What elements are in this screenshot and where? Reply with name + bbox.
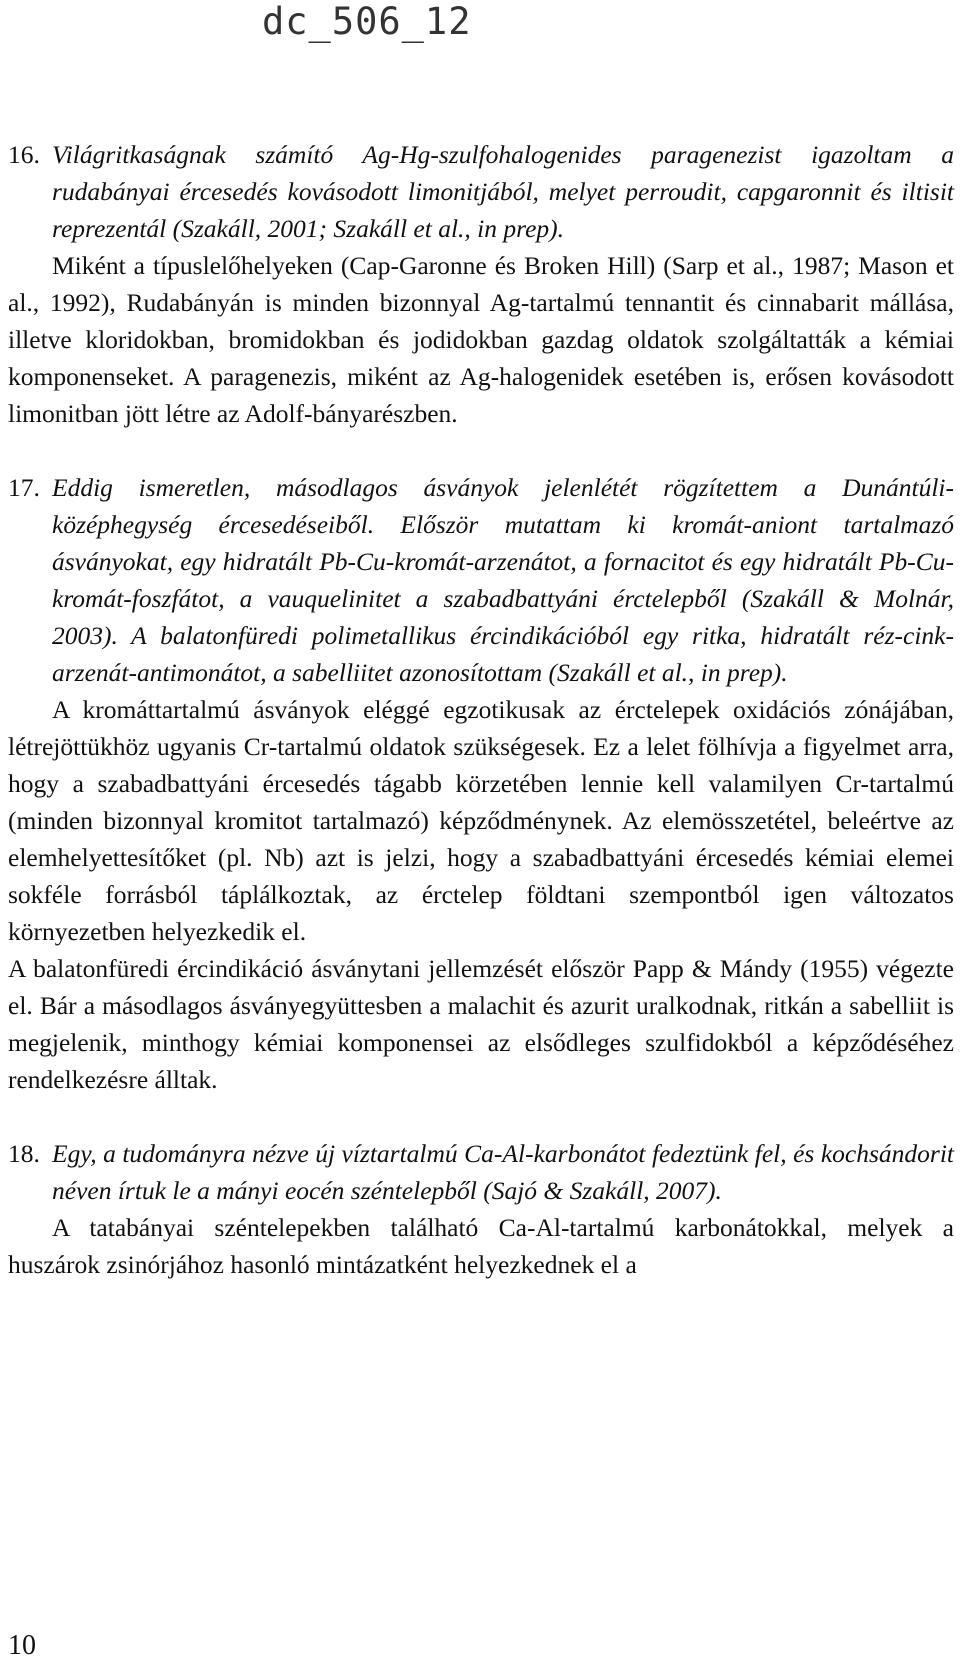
item-statement: Eddig ismeretlen, másodlagos ásványok jelenlétét rögzítettem a Dunántúli-középhegység ércesedéseiből. Először mutattam ki kromát-aniont tartalmazó ásványokat, egy hidratált Pb-Cu-kromát-arzenátot, a fornacitot és egy hidratált Pb-Cu-kromát-foszfátot, a vauquelinitet a szabadbattyáni érctelepből (Szakáll & Molnár, 2003). A balatonfüredi polimetallikus ércindikációból egy ritka, hidratált réz-cink-arzenát-antimonátot, a sabelliitet azonosítottam (Szakáll et al., in prep). (52, 473, 954, 687)
item-statement: Világritkaságnak számító Ag-Hg-szulfohalogenides paragenezist igazoltam a rudabányai ércesedés kovásodott limonitjából, melyet perroudit, capgaronnit és iltisit reprezentál (Szakáll, 2001; Szakáll et al., in prep). (52, 140, 954, 243)
item-number: 16. (8, 140, 40, 169)
thesis-item-16 (8, 136, 954, 432)
spacer (8, 1098, 954, 1135)
item-paragraph: A balatonfüredi ércindikáció ásványtani jellemzését először Papp & Mándy (1955) végezte el. Bár a másodlagos ásványegyüttesben a malachit és azurit uralkodnak, ritkán a sabelliit is megjelenik, minthogy kémiai komponensei az elsődleges szulfidokból a képződéséhez rendelkezésre álltak. (8, 954, 954, 1094)
spacer (8, 432, 954, 469)
thesis-item-18 (8, 1135, 954, 1283)
item-statement: Egy, a tudományra nézve új víztartalmú Ca-Al-karbonátot fedeztünk fel, és kochsándorit néven írtuk le a mányi eocén széntelepből (Sajó & Szakáll, 2007). (52, 1139, 954, 1205)
item-paragraph: A tatabányai széntelepekben található Ca-Al-tartalmú karbonátokkal, melyek a huszárok zsinórjához hasonló mintázatként helyezkednek el a (8, 1213, 954, 1279)
item-number: 18. (8, 1139, 40, 1168)
item-paragraph: A kromáttartalmú ásványok eléggé egzotikusak az érctelepek oxidációs zónájában, létrejöttükhöz ugyanis Cr-tartalmú oldatok szükségesek. Ez a lelet fölhívja a figyelmet arra, hogy a szabadbattyáni ércesedés tágabb körzetében lennie kell valamilyen Cr-tartalmú (minden bizonnyal kromitot tartalmazó) képződménynek. Az elemösszetétel, beleértve az elemhelyettesítőket (pl. Nb) azt is jelzi, hogy a szabadbattyáni ércesedés kémiai elemei sokféle forrásból táplálkoztak, az érctelep földtani szempontból igen változatos környezetben helyezkedik el. (8, 695, 954, 946)
item-number: 17. (8, 473, 40, 502)
document-id-header: dc_506_12 (262, 0, 472, 43)
page-number: 10 (8, 1630, 36, 1661)
thesis-item-17 (8, 469, 954, 1098)
item-paragraph: Miként a típuslelőhelyeken (Cap-Garonne és Broken Hill) (Sarp et al., 1987; Mason et al., 1992), Rudabányán is minden bizonnyal Ag-tartalmú tennantit és cinnabarit mállása, illetve kloridokban, bromidokban és jodidokban gazdag oldatok szolgáltatták a kémiai komponenseket. A paragenezis, miként az Ag-halogenidek esetében is, erősen kovásodott limonitban jött létre az Adolf-bányarészben. (8, 251, 954, 428)
document-body (8, 136, 954, 1283)
